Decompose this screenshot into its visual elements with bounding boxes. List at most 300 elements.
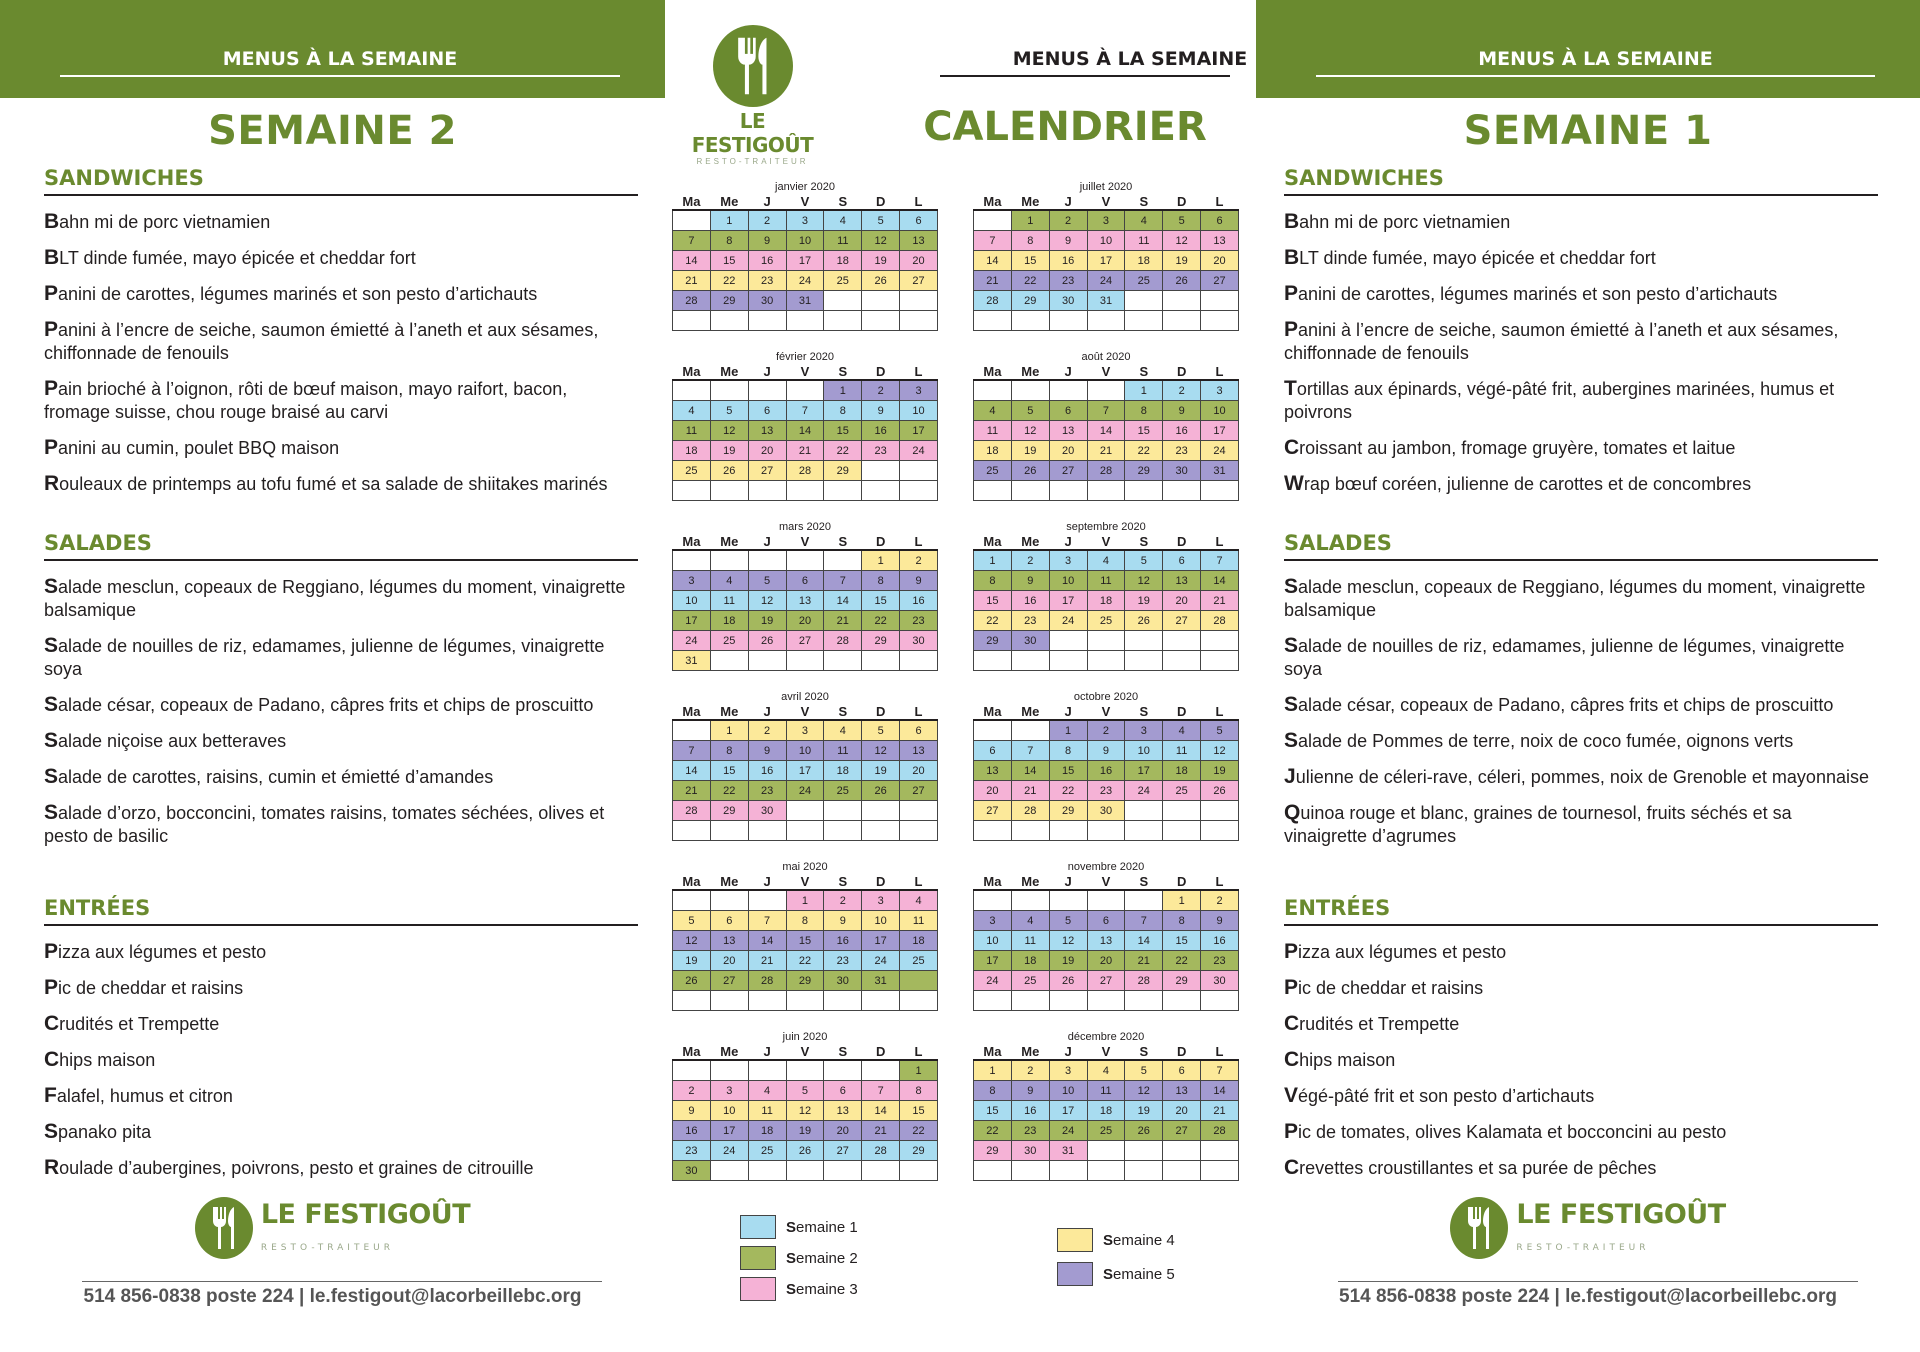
day-cell: 2	[748, 720, 786, 741]
day-cell: 26	[1201, 781, 1239, 801]
weekday-header: J	[1049, 1044, 1087, 1060]
day-cell: 10	[974, 931, 1012, 951]
section-heading: ENTRÉES	[44, 896, 638, 926]
day-cell: 8	[862, 571, 900, 591]
day-cell: 23	[673, 1141, 711, 1161]
weekday-header: Me	[710, 704, 748, 720]
day-cell: 17	[1049, 1101, 1087, 1121]
menu-item: Crudités et Trempette	[44, 1012, 220, 1035]
day-cell: 25	[1087, 1121, 1125, 1141]
day-cell	[1049, 821, 1087, 841]
day-cell	[1011, 821, 1049, 841]
legend-label: Semaine 2	[786, 1249, 858, 1267]
weekday-header: Ma	[974, 364, 1012, 380]
weekday-header: V	[786, 1044, 824, 1060]
weekday-header: Me	[710, 534, 748, 550]
day-cell: 7	[1011, 741, 1049, 761]
day-cell	[824, 1161, 862, 1181]
day-cell: 1	[862, 550, 900, 571]
day-cell: 2	[900, 550, 938, 571]
calendar-title: CALENDRIER	[923, 104, 1207, 150]
menu-item: Panini à l’encre de seiche, saumon émietté à l’aneth et aux sésames, chiffonnade de fenouils	[44, 318, 599, 363]
day-cell	[1125, 890, 1163, 911]
day-cell: 3	[1049, 550, 1087, 571]
day-cell: 28	[673, 291, 711, 311]
day-cell: 1	[710, 210, 748, 231]
menu-item: Crevettes croustillantes et sa purée de pêches	[1284, 1156, 1657, 1179]
day-cell	[1163, 481, 1201, 501]
day-cell: 27	[1163, 611, 1201, 631]
menu-item: Chips maison	[1284, 1048, 1396, 1071]
weekday-header: J	[748, 1044, 786, 1060]
day-cell: 16	[748, 761, 786, 781]
day-cell: 4	[1163, 720, 1201, 741]
weekday-header: V	[1087, 194, 1125, 210]
weekday-header: Ma	[673, 1044, 711, 1060]
day-cell	[786, 550, 824, 571]
day-cell	[1011, 991, 1049, 1011]
day-cell	[1049, 311, 1087, 331]
day-cell: 14	[862, 1101, 900, 1121]
weekday-header: Ma	[974, 874, 1012, 890]
day-cell	[900, 481, 938, 501]
day-cell	[862, 821, 900, 841]
day-cell: 1	[974, 1060, 1012, 1081]
day-cell: 28	[824, 631, 862, 651]
weekday-header: L	[1201, 364, 1239, 380]
day-cell: 25	[748, 1141, 786, 1161]
day-cell: 9	[824, 911, 862, 931]
weekday-header: L	[900, 1044, 938, 1060]
day-cell	[786, 1161, 824, 1181]
day-cell	[748, 651, 786, 671]
right-header-title: MENUS À LA SEMAINE	[1478, 48, 1713, 70]
day-cell: 18	[1087, 591, 1125, 611]
day-cell	[1201, 291, 1239, 311]
menu-item: Salade mesclun, copeaux de Reggiano, légumes du moment, vinaigrette balsamique	[1284, 575, 1866, 620]
calendar-column	[665, 0, 1256, 1352]
day-cell: 15	[824, 421, 862, 441]
day-cell: 7	[748, 911, 786, 931]
day-cell: 24	[1049, 611, 1087, 631]
right-salades-section	[1284, 531, 1878, 860]
day-cell: 24	[1125, 781, 1163, 801]
day-cell	[1125, 821, 1163, 841]
day-cell: 27	[1087, 971, 1125, 991]
day-cell: 5	[1011, 401, 1049, 421]
day-cell	[710, 651, 748, 671]
day-cell	[1163, 801, 1201, 821]
day-cell: 23	[1049, 271, 1087, 291]
day-cell	[824, 1060, 862, 1081]
day-cell: 4	[673, 401, 711, 421]
day-cell: 12	[748, 591, 786, 611]
day-cell: 21	[824, 611, 862, 631]
day-cell: 14	[824, 591, 862, 611]
weekday-header: Ma	[673, 534, 711, 550]
day-cell: 10	[1049, 571, 1087, 591]
day-cell: 9	[1163, 401, 1201, 421]
day-cell: 23	[1011, 611, 1049, 631]
weekday-header: Me	[710, 364, 748, 380]
day-cell	[1163, 1161, 1201, 1181]
right-sandwiches-section	[1284, 166, 1878, 508]
right-contact-divider	[1338, 1281, 1858, 1282]
day-cell: 26	[1163, 271, 1201, 291]
day-cell: 2	[862, 380, 900, 401]
right-header-bar	[1256, 0, 1920, 98]
day-cell	[1125, 631, 1163, 651]
day-cell: 16	[1201, 931, 1239, 951]
day-cell: 25	[900, 951, 938, 971]
day-cell: 29	[974, 1141, 1012, 1161]
weekday-header: S	[1125, 704, 1163, 720]
month-name: janvier 2020	[775, 181, 835, 193]
fork-knife-icon	[195, 1197, 253, 1259]
day-cell: 19	[673, 951, 711, 971]
day-cell: 22	[974, 611, 1012, 631]
day-cell: 3	[786, 210, 824, 231]
day-cell: 22	[1049, 781, 1087, 801]
day-cell: 1	[824, 380, 862, 401]
day-cell	[974, 481, 1012, 501]
day-cell: 29	[710, 291, 748, 311]
day-cell: 19	[1201, 761, 1239, 781]
day-cell	[824, 991, 862, 1011]
day-cell: 17	[1049, 591, 1087, 611]
legend-swatch	[1057, 1262, 1093, 1286]
weekday-header: S	[824, 194, 862, 210]
day-cell: 11	[1163, 741, 1201, 761]
day-cell: 13	[786, 591, 824, 611]
weekday-header: L	[1201, 874, 1239, 890]
left-contact-divider	[82, 1281, 602, 1282]
day-cell: 8	[710, 231, 748, 251]
day-cell	[974, 890, 1012, 911]
day-cell: 14	[974, 251, 1012, 271]
day-cell	[673, 991, 711, 1011]
day-cell: 29	[824, 461, 862, 481]
day-cell	[1087, 631, 1125, 651]
day-cell: 16	[862, 421, 900, 441]
day-cell: 12	[710, 421, 748, 441]
day-cell	[710, 1060, 748, 1081]
day-cell	[1087, 481, 1125, 501]
day-cell: 5	[710, 401, 748, 421]
day-cell: 14	[1011, 761, 1049, 781]
day-cell: 6	[1163, 1060, 1201, 1081]
weekday-header: J	[1049, 534, 1087, 550]
day-cell: 28	[1201, 611, 1239, 631]
weekday-header: L	[1201, 194, 1239, 210]
left-header-line	[60, 75, 620, 77]
day-cell: 3	[974, 911, 1012, 931]
day-cell	[974, 991, 1012, 1011]
day-cell: 13	[1201, 231, 1239, 251]
left-header-title: MENUS À LA SEMAINE	[222, 48, 458, 70]
day-cell: 5	[1201, 720, 1239, 741]
weekday-header: L	[900, 874, 938, 890]
menu-item: Salade niçoise aux betteraves	[44, 729, 287, 752]
day-cell: 2	[1049, 210, 1087, 231]
weekday-header: Me	[1011, 364, 1049, 380]
day-cell	[1125, 311, 1163, 331]
day-cell: 15	[974, 591, 1012, 611]
day-cell: 17	[786, 251, 824, 271]
section-heading: SANDWICHES	[1284, 166, 1878, 196]
day-cell: 16	[824, 931, 862, 951]
day-cell: 21	[786, 441, 824, 461]
day-cell: 7	[673, 231, 711, 251]
day-cell: 11	[974, 421, 1012, 441]
weekday-header: D	[862, 364, 900, 380]
day-cell: 6	[1087, 911, 1125, 931]
day-cell	[1011, 890, 1049, 911]
menu-item: Panini au cumin, poulet BBQ maison	[44, 436, 340, 459]
month-name: août 2020	[1081, 351, 1131, 363]
right-header-line	[1316, 75, 1875, 77]
day-cell: 12	[1163, 231, 1201, 251]
day-cell: 22	[900, 1121, 938, 1141]
day-cell	[974, 1161, 1012, 1181]
weekday-header: D	[862, 534, 900, 550]
day-cell	[748, 991, 786, 1011]
day-cell: 29	[1163, 971, 1201, 991]
day-cell: 12	[862, 231, 900, 251]
menu-item: Salade de nouilles de riz, edamames, julienne de légumes, vinaigrette soya	[1284, 634, 1845, 679]
menu-item: Panini de carottes, légumes marinés et son pesto d’artichauts	[44, 282, 538, 305]
menu-item: Pic de tomates, olives Kalamata et bocconcini au pesto	[1284, 1120, 1727, 1143]
day-cell: 7	[786, 401, 824, 421]
day-cell: 21	[1087, 441, 1125, 461]
day-cell: 25	[710, 631, 748, 651]
day-cell: 9	[748, 231, 786, 251]
day-cell: 15	[1011, 251, 1049, 271]
month-calendar	[973, 520, 1239, 671]
day-cell: 12	[673, 931, 711, 951]
center-header-line	[940, 75, 1230, 77]
day-cell	[1201, 631, 1239, 651]
weekday-header: J	[748, 874, 786, 890]
day-cell: 1	[1125, 380, 1163, 401]
day-cell: 4	[1087, 550, 1125, 571]
day-cell: 23	[900, 611, 938, 631]
day-cell: 10	[862, 911, 900, 931]
weekday-header: Me	[1011, 534, 1049, 550]
weekday-header: Me	[1011, 874, 1049, 890]
day-cell: 9	[1011, 571, 1049, 591]
day-cell: 5	[786, 1081, 824, 1101]
day-cell	[1163, 311, 1201, 331]
day-cell: 24	[974, 971, 1012, 991]
menu-item: Quinoa rouge et blanc, graines de tournesol, fruits séchés et sa vinaigrette d’agrumes	[1284, 801, 1792, 846]
day-cell: 15	[786, 931, 824, 951]
day-cell: 13	[1163, 1081, 1201, 1101]
day-cell: 20	[974, 781, 1012, 801]
day-cell: 3	[1049, 1060, 1087, 1081]
day-cell: 22	[824, 441, 862, 461]
weekday-header: D	[1163, 364, 1201, 380]
day-cell: 21	[974, 271, 1012, 291]
day-cell: 14	[1087, 421, 1125, 441]
day-cell: 12	[1201, 741, 1239, 761]
day-cell: 23	[1011, 1121, 1049, 1141]
day-cell: 18	[824, 251, 862, 271]
month-calendar	[672, 520, 938, 671]
weekday-header: L	[1201, 534, 1239, 550]
day-cell: 27	[900, 271, 938, 291]
day-cell	[710, 890, 748, 911]
week-2-title: SEMAINE 2	[208, 108, 457, 154]
day-cell	[673, 720, 711, 741]
fork-knife-icon	[713, 25, 793, 107]
day-cell: 9	[1011, 1081, 1049, 1101]
day-cell: 19	[786, 1121, 824, 1141]
weekday-header: S	[824, 704, 862, 720]
day-cell: 26	[862, 781, 900, 801]
day-cell: 30	[1087, 801, 1125, 821]
day-cell: 18	[710, 611, 748, 631]
day-cell: 17	[1087, 251, 1125, 271]
legend-swatch	[740, 1246, 776, 1270]
weekday-header: V	[1087, 704, 1125, 720]
day-cell: 17	[710, 1121, 748, 1141]
day-cell: 28	[748, 971, 786, 991]
day-cell	[824, 821, 862, 841]
weekday-header: D	[862, 194, 900, 210]
month-calendar	[973, 690, 1239, 841]
day-cell: 9	[1049, 231, 1087, 251]
day-cell: 3	[1125, 720, 1163, 741]
day-cell	[1163, 291, 1201, 311]
day-cell: 26	[1125, 1121, 1163, 1141]
right-logo	[1256, 1197, 1920, 1259]
day-cell	[748, 481, 786, 501]
month-calendar	[672, 860, 938, 1011]
day-cell: 1	[974, 550, 1012, 571]
day-cell	[824, 550, 862, 571]
menu-item: Julienne de céleri-rave, céleri, pommes, noix de Grenoble et mayonnaise	[1284, 765, 1869, 788]
day-cell	[748, 821, 786, 841]
weekday-header: J	[1049, 364, 1087, 380]
day-cell	[1163, 1141, 1201, 1161]
day-cell: 29	[974, 631, 1012, 651]
day-cell: 28	[974, 291, 1012, 311]
day-cell: 8	[710, 741, 748, 761]
day-cell: 13	[748, 421, 786, 441]
month-name: juin 2020	[782, 1031, 828, 1043]
day-cell	[786, 801, 824, 821]
day-cell: 2	[748, 210, 786, 231]
left-logo	[0, 1197, 665, 1259]
day-cell: 26	[1011, 461, 1049, 481]
day-cell: 6	[786, 571, 824, 591]
day-cell	[673, 210, 711, 231]
day-cell: 7	[1125, 911, 1163, 931]
weekday-header: Me	[710, 874, 748, 890]
day-cell	[974, 311, 1012, 331]
day-cell: 8	[974, 571, 1012, 591]
day-cell	[824, 291, 862, 311]
day-cell	[748, 890, 786, 911]
logo-tagline: RESTO-TRAITEUR	[260, 1243, 394, 1253]
day-cell: 6	[900, 210, 938, 231]
day-cell: 12	[1049, 931, 1087, 951]
day-cell	[1201, 651, 1239, 671]
menu-item: Rouleaux de printemps au tofu fumé et sa salade de shiitakes marinés	[44, 472, 608, 495]
day-cell	[673, 821, 711, 841]
day-cell	[1011, 1161, 1049, 1181]
weekday-header: V	[786, 704, 824, 720]
day-cell: 5	[748, 571, 786, 591]
day-cell: 13	[974, 761, 1012, 781]
menu-item: Tortillas aux épinards, végé-pâté frit, aubergines marinées, humus et poivrons	[1284, 377, 1835, 422]
day-cell: 20	[824, 1121, 862, 1141]
weekday-header: J	[748, 364, 786, 380]
day-cell: 18	[673, 441, 711, 461]
menu-item: Pizza aux légumes et pesto	[1284, 940, 1507, 963]
day-cell: 15	[1125, 421, 1163, 441]
menu-item: Crudités et Trempette	[1284, 1012, 1460, 1035]
day-cell: 3	[786, 720, 824, 741]
day-cell: 25	[673, 461, 711, 481]
day-cell: 23	[1087, 781, 1125, 801]
day-cell: 20	[1087, 951, 1125, 971]
day-cell: 11	[710, 591, 748, 611]
day-cell: 25	[974, 461, 1012, 481]
day-cell	[673, 481, 711, 501]
day-cell: 22	[1125, 441, 1163, 461]
day-cell: 27	[710, 971, 748, 991]
day-cell	[673, 380, 711, 401]
right-menu-column	[1256, 0, 1920, 1307]
day-cell: 14	[786, 421, 824, 441]
legend-label: Semaine 1	[786, 1218, 858, 1236]
day-cell	[824, 311, 862, 331]
menu-item: Salade de carottes, raisins, cumin et émietté d’amandes	[44, 765, 494, 788]
day-cell: 24	[1049, 1121, 1087, 1141]
day-cell: 17	[786, 761, 824, 781]
weekday-header: L	[1201, 704, 1239, 720]
day-cell: 9	[1087, 741, 1125, 761]
day-cell: 27	[1201, 271, 1239, 291]
day-cell: 23	[1163, 441, 1201, 461]
day-cell: 1	[900, 1060, 938, 1081]
day-cell: 31	[786, 291, 824, 311]
day-cell: 24	[1201, 441, 1239, 461]
day-cell: 21	[1201, 1101, 1239, 1121]
day-cell	[974, 651, 1012, 671]
day-cell: 8	[1011, 231, 1049, 251]
day-cell: 5	[1049, 911, 1087, 931]
month-calendar	[973, 180, 1239, 331]
weekday-header: Me	[710, 194, 748, 210]
day-cell: 15	[710, 761, 748, 781]
day-cell: 6	[1201, 210, 1239, 231]
day-cell: 8	[1163, 911, 1201, 931]
section-heading: SANDWICHES	[44, 166, 638, 196]
day-cell: 27	[1049, 461, 1087, 481]
weekday-header: D	[1163, 874, 1201, 890]
menu-item: Salade de nouilles de riz, edamames, julienne de légumes, vinaigrette soya	[44, 634, 605, 679]
day-cell: 28	[1087, 461, 1125, 481]
day-cell	[1125, 291, 1163, 311]
day-cell	[1011, 380, 1049, 401]
day-cell: 16	[900, 591, 938, 611]
menu-item: Salade césar, copeaux de Padano, câpres frits et chips de proscuitto	[44, 693, 594, 716]
menu-item: Salade césar, copeaux de Padano, câpres frits et chips de proscuitto	[1284, 693, 1834, 716]
weekday-header: Ma	[974, 704, 1012, 720]
